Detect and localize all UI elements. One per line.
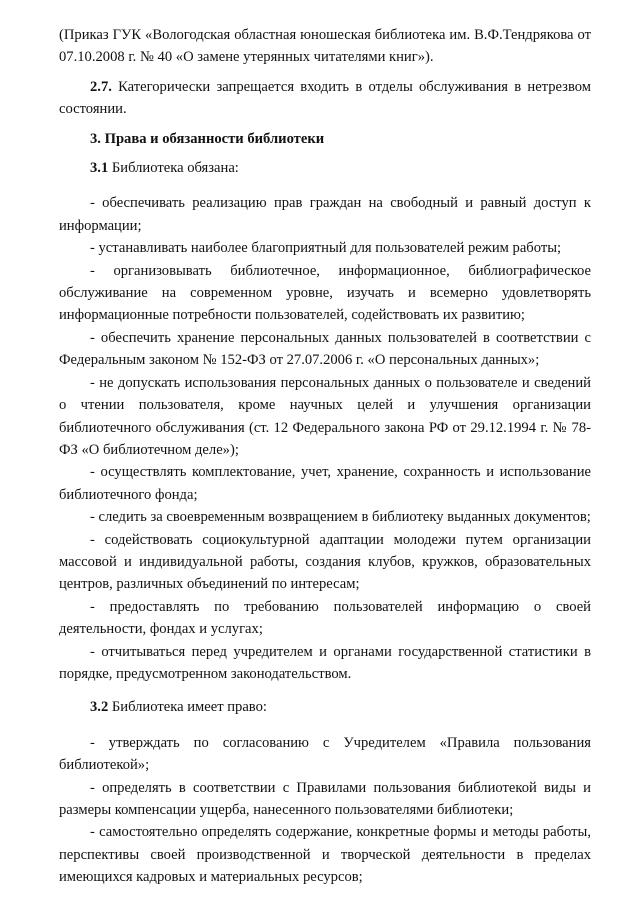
subsection-number: 3.1 [90, 160, 109, 177]
subsection-3-2-heading [59, 696, 591, 718]
list-item: - устанавливать наиболее благоприятный для пользователей режим работы; [90, 240, 562, 257]
list-item: - осуществлять комплектование, учет, хранение, сохранность и использование библиотечного фонда; [59, 464, 591, 503]
list-item: - определять в соответствии с Правилами пользования библиотекой виды и размеры компенсации ущерба, нанесенного пользователями библиотеки; [59, 779, 591, 818]
list-item: - отчитываться перед учредителем и органами государственной статистики в порядке, предусмотренном законодательством. [59, 643, 591, 682]
paragraph-2-7 [59, 76, 591, 121]
subsection-text: Библиотека имеет право: [108, 699, 267, 716]
list-item: - организовывать библиотечное, информационное, библиографическое обслуживание на современном уровне, изучать и всемерно удовлетворять информационные потребности пользователей, содействовать их развитию; [59, 262, 591, 324]
list-item: - содействовать социокультурной адаптации молодежи путем организации массовой и индивидуальной работы, создания клубов, кружков, образовательных центров, различных объединений по интересам; [59, 531, 591, 593]
subsection-3-1-heading [59, 157, 591, 179]
intro-paragraph: (Приказ ГУК «Вологодская областная юношеская библиотека им. В.Ф.Тендрякова от 07.10.2008 г. № 40 «О замене утерянных читателями книг»). [59, 27, 591, 66]
subsection-text: Библиотека обязана: [108, 160, 239, 177]
list-item: - не допускать использования персональных данных о пользователе и сведений о чтении пользователя, кроме научных целей и улучшения организации библиотечного обслуживания (ст. 12 Федерального закона РФ от 29.12.1994 г. № 78-ФЗ «О библиотечном деле»); [59, 374, 591, 458]
list-item: - обеспечивать реализацию прав граждан на свободный и равный доступ к информации; [59, 195, 591, 234]
paragraph-text: Категорически запрещается входить в отделы обслуживания в нетрезвом состоянии. [59, 78, 591, 118]
paragraph-number: 2.7. [90, 78, 112, 95]
list-item: - утверждать по согласованию с Учредителем «Правила пользования библиотекой»; [59, 734, 591, 774]
list-item: - самостоятельно определять содержание, конкретные формы и методы работы, перспективы своей производственной и творческой деятельности в пределах имеющихся кадровых и материальных ресурсов; [59, 824, 591, 886]
list-item: - обеспечить хранение персональных данных пользователей в соответствии с Федеральным законом № 152-ФЗ от 27.07.2006 г. «О персональных данных»; [59, 329, 591, 369]
list-item: - следить за своевременным возвращением в библиотеку выданных документов; [90, 509, 591, 526]
section-3-heading: 3. Права и обязанности библиотеки [90, 130, 325, 147]
subsection-number: 3.2 [90, 699, 109, 716]
list-item: - предоставлять по требованию пользователей информацию о своей деятельности, фондах и услугах; [59, 598, 591, 638]
document-page [59, 24, 591, 889]
